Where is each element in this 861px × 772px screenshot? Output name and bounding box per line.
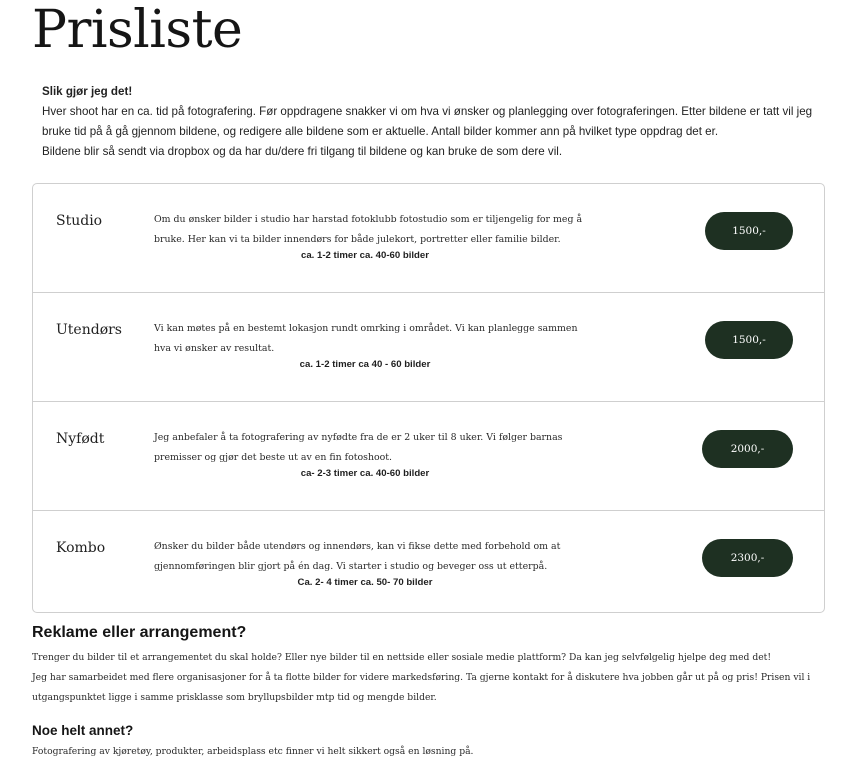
package-name: Utendørs — [56, 322, 122, 338]
other-paragraph: Fotografering av kjøretøy, produkter, arbeidsplass etc finner vi helt sikkert også en løsning på. — [32, 746, 474, 757]
advertising-title: Reklame eller arrangement? — [32, 624, 247, 641]
package-duration: ca. 1-2 timer ca. 40-60 bilder — [301, 250, 429, 261]
page-title: Prisliste — [32, 0, 243, 60]
intro-paragraph: Hver shoot har en ca. tid på fotografering. Før oppdragene snakker vi om hva vi ønsker og planlegging over fotograferingen. Etter bildene er tatt vil jeg bruke tid på å gå gjennom bildene, og redigere alle bildene som er aktuelle. Antall bilder kommer ann på hvilket type oppdrag det er. — [42, 105, 813, 138]
package-duration: Ca. 2- 4 timer ca. 50- 70 bilder — [297, 577, 433, 588]
advertising-paragraph: Trenger du bilder til et arrangementet du skal holde? Eller nye bilder til en nettside eller sosiale medie plattform? Da kan jeg selvfølgelig hjelpe deg med det! — [32, 652, 772, 663]
advertising-paragraph: Jeg har samarbeidet med flere organisasjoner for å ta flotte bilder for videre markedsføring. Ta gjerne kontakt for å diskutere hva jobben går ut på og pris! Prisen vil i utgangspunktet ligge i samme prisklasse som bryllupsbilder mtp tid og mengde bilder. — [32, 672, 811, 703]
package-description: Jeg anbefaler å ta fotografering av nyfødte fra de er 2 uker til 8 uker. Vi følger barnas premisser og gjør det beste ut av en fin fotoshoot. — [154, 432, 563, 463]
price-button-kombo[interactable]: 2300,- — [702, 539, 793, 577]
package-name: Nyfødt — [56, 431, 105, 447]
price-row-utendors — [33, 293, 824, 402]
intro-section — [42, 82, 842, 162]
price-row-nyfodt — [33, 402, 824, 511]
price-button-studio[interactable]: 1500,- — [705, 212, 793, 250]
price-row-studio — [33, 184, 824, 293]
package-name: Studio — [56, 213, 103, 229]
price-table — [32, 183, 825, 613]
intro-heading: Slik gjør jeg det! — [42, 85, 133, 98]
other-text — [32, 742, 832, 762]
package-description: Ønsker du bilder både utendørs og innendørs, kan vi fikse dette med forbehold om at gjennomføringen blir gjort på én dag. Vi starter i studio og beveger oss ut etterpå. — [154, 541, 561, 572]
package-description: Vi kan møtes på en bestemt lokasjon rundt omrking i området. Vi kan planlegge sammen hva vi ønsker av resultat. — [154, 323, 578, 354]
advertising-text — [32, 648, 832, 708]
price-button-nyfodt[interactable]: 2000,- — [702, 430, 793, 468]
price-button-utendors[interactable]: 1500,- — [705, 321, 793, 359]
package-duration: ca- 2-3 timer ca. 40-60 bilder — [300, 468, 430, 479]
package-duration: ca. 1-2 timer ca 40 - 60 bilder — [299, 359, 431, 370]
package-description: Om du ønsker bilder i studio har harstad fotoklubb fotostudio som er tiljengelig for meg å bruke. Her kan vi ta bilder innendørs for både julekort, portretter eller familie bilder. — [154, 214, 583, 245]
intro-paragraph: Bildene blir så sendt via dropbox og da har du/dere fri tilgang til bildene og kan bruke de som dere vil. — [42, 145, 563, 158]
package-name: Kombo — [56, 540, 106, 556]
price-row-kombo — [33, 511, 824, 613]
other-title: Noe helt annet? — [32, 723, 134, 738]
